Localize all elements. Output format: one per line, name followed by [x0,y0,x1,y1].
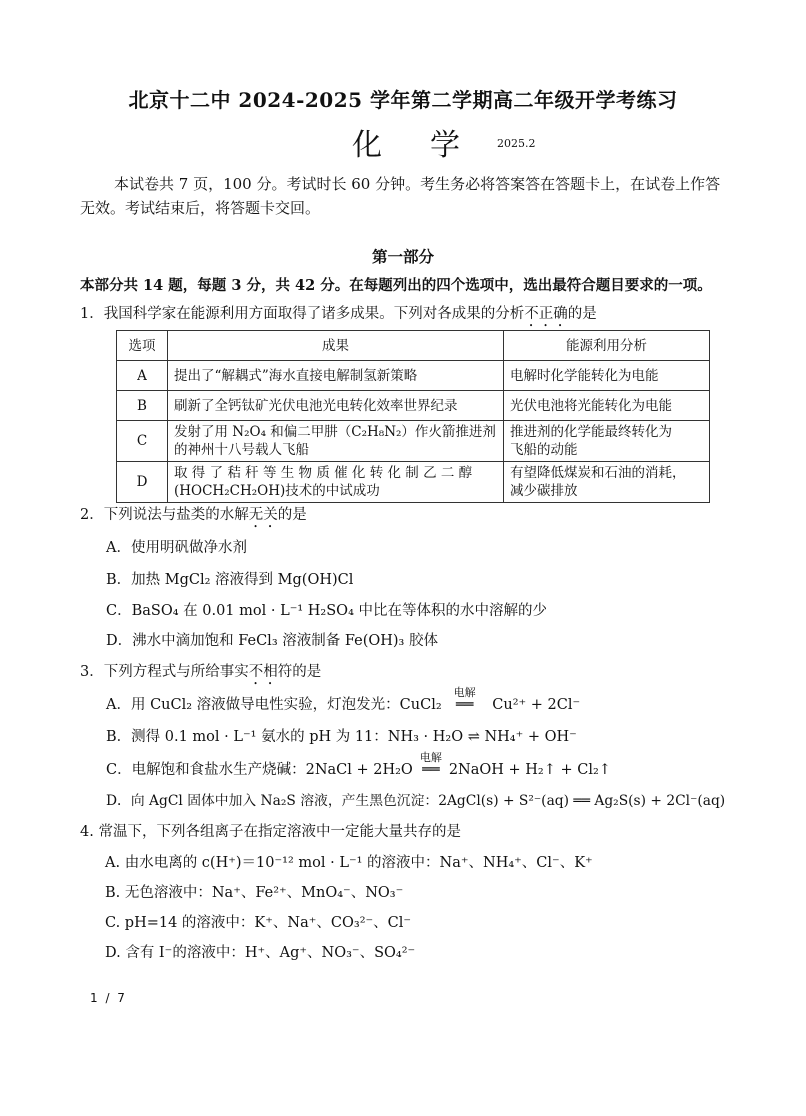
table-row [117,361,710,391]
table-cell: 推进剂的化学能最终转化为 飞船的动能 [504,421,710,462]
table-cell: 有望降低煤炭和石油的消耗， 减少碳排放 [504,462,710,503]
question-3-option-d: D．向 AgCl 固体中加入 Na₂S 溶液，产生黑色沉淀：2AgCl(s) + S²⁻(aq) ══ Ag₂S(s) + 2Cl⁻(aq) [106,793,726,809]
table-cell: A [117,361,168,391]
question-3-option-c: C．电解饱和食盐水生产烧碱：2NaCl + 2H₂O 电解 ══ 2NaOH + H₂↑ + Cl₂↑ [106,751,611,778]
part-title: 第一部分 [371,247,434,266]
reaction-arrow: 电解 ══ [419,751,442,778]
intro-line-1: 本试卷共 7 页，100 分。考试时长 60 分钟。考生务必将答案答在答题卡上，在试卷上作答 [114,175,721,193]
table-cell: 电解时化学能转化为电能 [504,361,710,391]
question-3-stem: 3．下列方程式与所给事实不相符的是 [80,664,322,680]
question-4-stem: 4. 常温下，下列各组离子在指定溶液中一定能大量共存的是 [80,824,461,840]
emphasis-text: 不相 [248,664,278,680]
question-2-option-c: C．BaSO₄ 在 0.01 mol · L⁻¹ H₂SO₄ 中比在等体积的水中溶解的少 [106,603,547,619]
table-header-row [117,331,710,361]
question-3-option-b: B．测得 0.1 mol · L⁻¹ 氨水的 pH 为 11：NH₃ · H₂O ⇌ NH₄⁺ + OH⁻ [106,729,577,745]
emphasis-text: 无关 [248,507,278,523]
question-1-stem: 1．我国科学家在能源利用方面取得了诸多成果。下列对各成果的分析不正确的是 [80,306,597,322]
page-number: 1 / 7 [90,991,127,1005]
table-row [117,462,710,503]
table-cell: 提出了“解耦式”海水直接电解制氢新策略 [168,361,504,391]
question-4-option-a: A. 由水电离的 c(H⁺)＝10⁻¹² mol · L⁻¹ 的溶液中：Na⁺、NH₄⁺、Cl⁻、K⁺ [105,855,593,871]
question-3-option-a: A．用 CuCl₂ 溶液做导电性实验，灯泡发光：CuCl₂ 电解 ══ Cu²⁺ + 2Cl⁻ [106,686,581,713]
exam-title: 北京十二中 2024-2025 学年第二学期高二年级开学考练习 [128,88,678,112]
intro-line-2: 无效。考试结束后，将答题卡交回。 [80,199,321,217]
table-cell: 发射了用 N₂O₄ 和偏二甲肼（C₂H₈N₂）作火箭推进剂 的神州十八号载人飞船 [168,421,504,462]
table-cell: C [117,421,168,462]
table-row [117,421,710,462]
question-2-option-b: B．加热 MgCl₂ 溶液得到 Mg(OH)Cl [106,572,354,588]
reaction-arrow: 电解 ══ [453,686,476,713]
table-cell: D [117,462,168,503]
emphasis-text: 不正确 [524,306,568,322]
table-cell: B [117,391,168,421]
question-1-table [116,330,710,503]
question-4-option-b: B. 无色溶液中：Na⁺、Fe²⁺、MnO₄⁻、NO₃⁻ [105,885,404,901]
question-2-stem: 2．下列说法与盐类的水解无关的是 [80,507,307,523]
table-header: 选项 [117,331,168,361]
table-cell: 取 得 了 秸 秆 等 生 物 质 催 化 转 化 制 乙 二 醇 (HOCH₂CH₂OH)技术的中试成功 [168,462,504,503]
question-2-option-a: A．使用明矾做净水剂 [106,540,247,556]
question-4-option-c: C. pH=14 的溶液中：K⁺、Na⁺、CO₃²⁻、Cl⁻ [105,915,412,931]
table-cell: 刷新了全钙钛矿光伏电池光电转化效率世界纪录 [168,391,504,421]
question-2-option-d: D．沸水中滴加饱和 FeCl₃ 溶液制备 Fe(OH)₃ 胶体 [106,633,438,649]
table-header: 成果 [168,331,504,361]
table-header: 能源利用分析 [504,331,710,361]
subject-heading: 化学 [352,128,508,163]
question-4-option-d: D. 含有 I⁻的溶液中：H⁺、Ag⁺、NO₃⁻、SO₄²⁻ [105,945,416,961]
exam-date: 2025.2 [497,137,536,150]
part-instructions: 本部分共 14 题，每题 3 分，共 42 分。在每题列出的四个选项中，选出最符合题目要求的一项。 [80,277,712,294]
table-row [117,391,710,421]
table-cell: 光伏电池将光能转化为电能 [504,391,710,421]
